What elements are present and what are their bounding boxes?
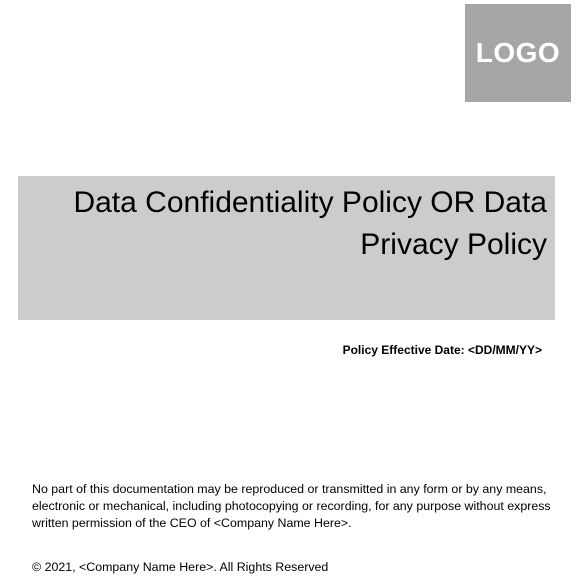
document-title: Data Confidentiality Policy OR Data Privacy Policy <box>73 186 547 261</box>
copyright-notice-paragraph: No part of this documentation may be reproduced or transmitted in any form or by any means, electronic or mechanical, including photocopying or recording, for any purpose without express written permission of the CEO of <Company Name Here>. <box>32 482 551 530</box>
title-band <box>18 176 555 320</box>
policy-effective-date: Policy Effective Date: <DD/MM/YY> <box>342 343 542 357</box>
logo-text: LOGO <box>475 37 561 68</box>
copyright-line: © 2021, <Company Name Here>. All Rights Reserved <box>32 560 329 574</box>
logo-placeholder <box>465 4 571 102</box>
